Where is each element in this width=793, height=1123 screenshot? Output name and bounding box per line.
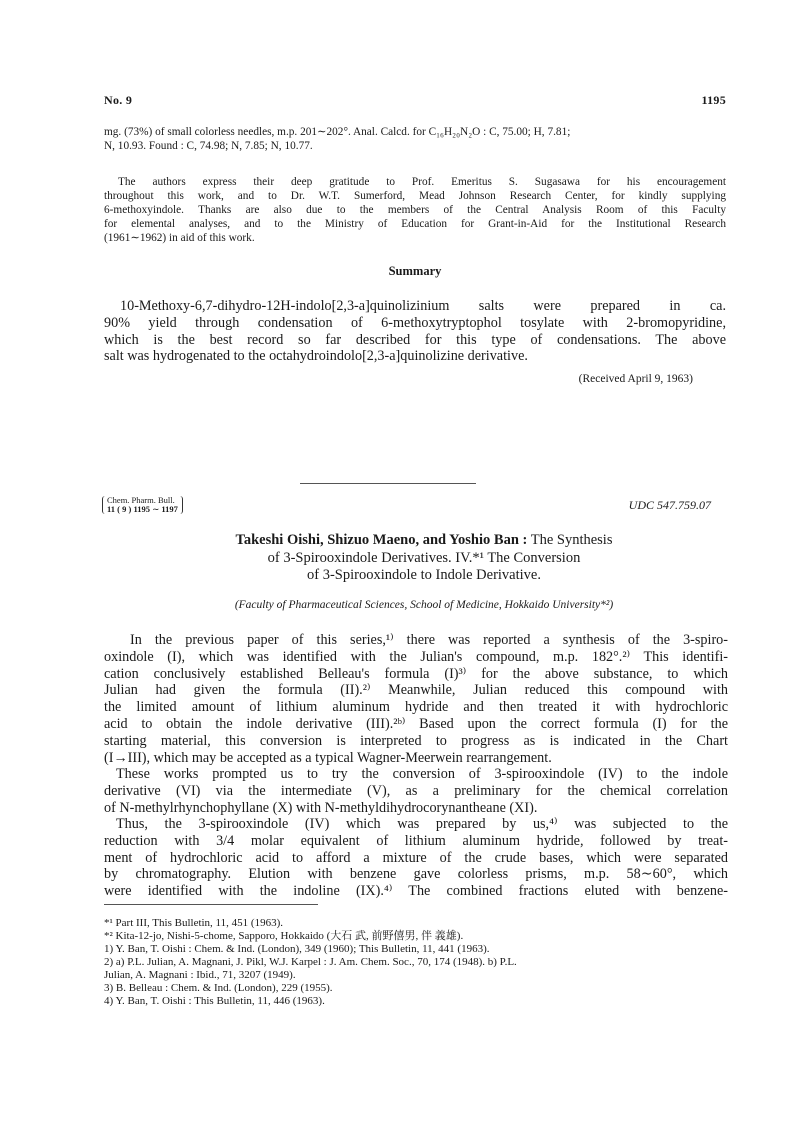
footnote: 4) Y. Ban, T. Oishi : This Bulletin, 11, 446 (1963). [104,995,325,1007]
text-line: oxindole (I), which was identified with the Julian's compound, m.p. 182°.²⁾ This identifi- [104,648,728,665]
text-line: throughout this work, and to Dr. W.T. Sumerford, Mead Johnson Research Center, for kindly supplying [104,190,726,202]
text-line: for elemental analyses, and to the Ministry of Education for Grant-in-Aid for the Institutional Research [104,218,726,230]
footnotes [104,917,744,1008]
text-line: by chromatography. Elution with benzene gave colorless prisms, m.p. 58∼60°, which [104,866,728,883]
text-line: 6-methoxyindole. Thanks are also due to the members of the Central Analysis Room of this Faculty [104,204,726,216]
text-line: In the previous paper of this series,¹⁾ there was reported a synthesis of the 3-spiro- [130,632,728,648]
text-line: cation conclusively established Belleau's formula (I)³⁾ for the above substance, to which [104,665,728,682]
text-line: starting material, this conversion is interpreted to progress as is indicated in the Chart [104,732,728,749]
article-title-line3: of 3-Spirooxindole to Indole Derivative. [307,567,541,583]
text-line: (1961∼1962) in aid of this work. [104,232,255,244]
summary-body [104,298,726,365]
footnote: *¹ Part III, This Bulletin, 11, 451 (1963). [104,917,283,929]
footnote: 3) B. Belleau : Chem. & Ind. (London), 229 (1955). [104,982,333,994]
summary-heading: Summary [388,264,442,278]
journal-name: Chem. Pharm. Bull. [107,495,175,505]
article-separator [300,483,476,484]
article-title-block [104,532,744,585]
text-line: derivative (VI) via the intermediate (V), as a preliminary for the chemical correlation [104,782,728,799]
text-line: mg. (73%) of small colorless needles, m.p. 201∼202°. Anal. Calcd. for C₁₆H₂₀N₂O : C, 75.00; H, 7.81; [104,126,571,138]
text-line: ment of hydrochloric acid to afford a mixture of the crude bases, which were separated [104,849,728,866]
experimental-continuation [104,125,726,153]
page-number: 1195 [701,93,726,107]
text-line: reduction with 3/4 molar equivalent of lithium aluminum hydride, followed by treat- [104,832,728,849]
text-line: the limited amount of lithium aluminum hydride and then treated it with hydrochloric [104,699,728,716]
text-line: N, 10.93. Found : C, 74.98; N, 7.85; N, 10.77. [104,140,313,152]
received-date: (Received April 9, 1963) [578,373,693,385]
article-title-line2: of 3-Spirooxindole Derivatives. IV.*¹ The Conversion [267,549,581,566]
text-line: acid to obtain the indole derivative (III).²ᵇ⁾ Based upon the correct formula (I) for the [104,715,728,732]
text-line: The authors express their deep gratitude to Prof. Emeritus S. Sugasawa for his encouragement [118,176,726,188]
acknowledgement [104,175,726,245]
journal-reference [102,496,183,514]
footnote: 2) a) P.L. Julian, A. Magnani, J. Pikl, W.J. Karpel : J. Am. Chem. Soc., 70, 174 (1948). b) P.L. [104,956,517,968]
text-line: were identified with the indoline (IX).⁴⁾ The combined fractions eluted with benzene- [104,883,728,900]
footnote: 1) Y. Ban, T. Oishi : Chem. & Ind. (London), 349 (1960); This Bulletin, 11, 441 (1963). [104,943,490,955]
issue-number: No. 9 [104,93,133,107]
footnote: *² Kita-12-jo, Nishi-5-chome, Sapporo, Hokkaido (大石 武, 前野僖男, 伴 義雄). [104,930,464,942]
text-line: Thus, the 3-spirooxindole (IV) which was prepared by us,⁴⁾ was subjected to the [116,816,728,832]
body-paragraph-3 [104,816,728,900]
footnote: Julian, A. Magnani : Ibid., 71, 3207 (1949). [104,969,296,981]
text-line: which is the best record so far described for this type of condensations. The above [104,331,726,348]
footnote-separator [104,904,318,905]
text-line: These works prompted us to try the conversion of 3-spirooxindole (IV) to the indole [116,766,728,782]
article-title-part1: The Synthesis [530,532,613,548]
text-line: 90% yield through condensation of 6-methoxytryptophol tosylate with 2-bromopyridine, [104,314,726,331]
text-line: of N-methylrhynchophyllane (X) with N-methyldihydrocorynantheane (XI). [104,799,538,816]
text-line: salt was hydrogenated to the octahydroindolo[2,3-a]quinolizine derivative. [104,348,528,365]
affiliation: (Faculty of Pharmaceutical Sciences, School of Medicine, Hokkaido University*²) [234,599,614,611]
udc-code: UDC 547.759.07 [628,498,711,512]
body-paragraph-1 [104,632,728,766]
article-authors: Takeshi Oishi, Shizuo Maeno, and Yoshio Ban : [235,532,528,548]
body-paragraph-2 [104,766,728,816]
text-line: 10-Methoxy-6,7-dihydro-12H-indolo[2,3-a]quinolizinium salts were prepared in ca. [120,298,726,314]
text-line: Julian had given the formula (II).²⁾ Meanwhile, Julian reduced this compound with [104,682,728,699]
journal-volume: 11 ( 9 ) 1195 ∼ 1197 [107,504,178,514]
text-line: (I→III), which may be accepted as a typical Wagner-Meerwein rearrangement. [104,749,552,766]
